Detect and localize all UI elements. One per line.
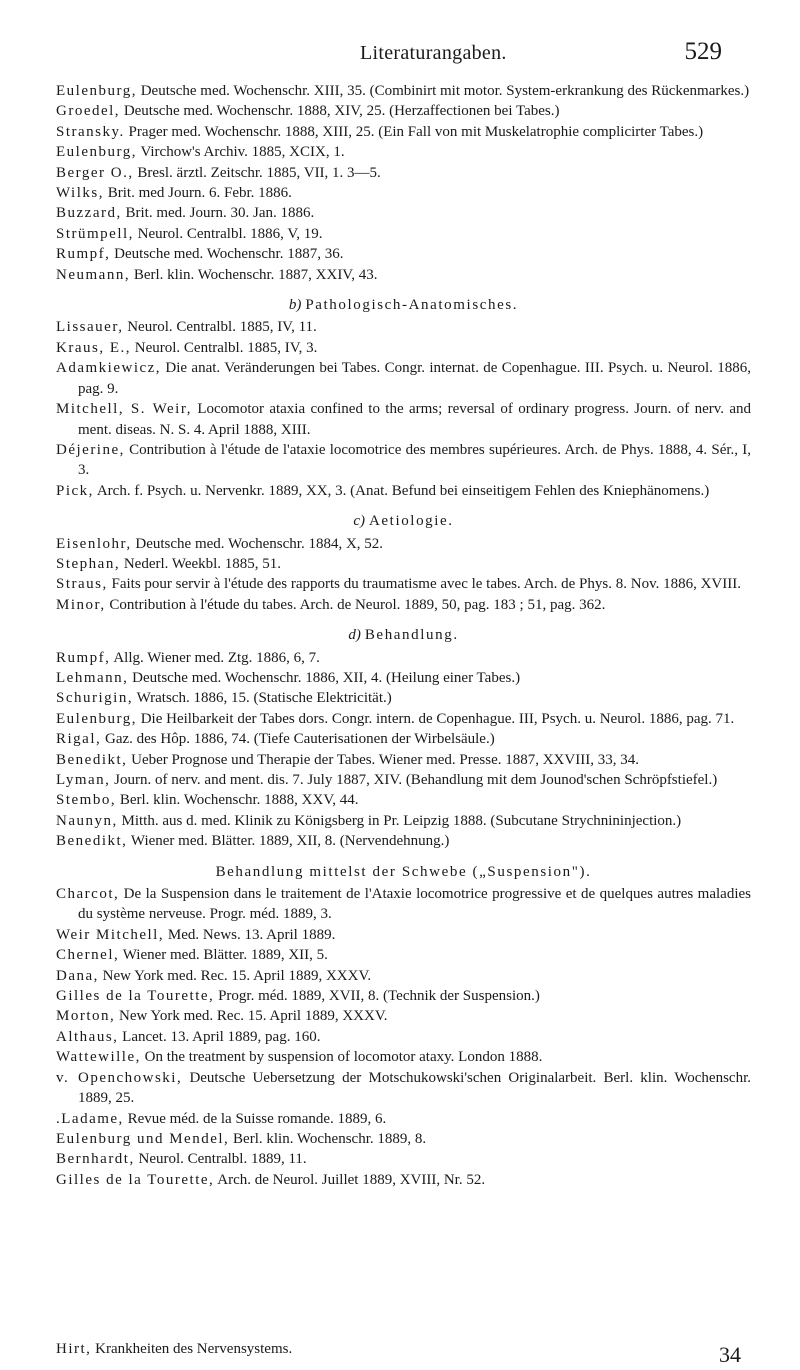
bibliography-entry	[56, 554, 751, 574]
entry-citation: Deutsche med. Wochenschr. 1888, XIV, 25. (Herzaffectionen bei Tabes.)	[120, 103, 560, 120]
bibliography-entry	[56, 966, 751, 986]
entry-author: Eulenburg und Mendel,	[56, 1130, 230, 1147]
section	[56, 511, 751, 615]
entry-author: Chernel,	[56, 947, 120, 964]
entry-author: Adamkiewicz,	[56, 360, 162, 377]
entry-citation: Mitth. aus d. med. Klinik zu Königsberg in Pr. Leipzig 1888. (Subcutane Strychnininjection.)	[117, 812, 682, 829]
entry-author: Dana,	[56, 967, 99, 984]
entry-citation: New York med. Rec. 15. April 1889, XXXV.	[98, 967, 372, 984]
entry-author: Straus,	[56, 576, 108, 593]
bibliography-entry	[56, 1149, 751, 1169]
entry-citation: Arch. de Neurol. Juillet 1889, XVIII, Nr. 52.	[214, 1171, 486, 1188]
bibliography-entry	[56, 338, 751, 358]
bibliography-entry	[56, 534, 751, 554]
bibliography-entry	[56, 358, 751, 399]
section-heading	[56, 862, 751, 882]
entry-citation: Neurol. Centralbl. 1885, IV, 11.	[123, 319, 317, 336]
entry-citation: Wiener med. Blätter. 1889, XII, 5.	[119, 947, 328, 964]
entry-author: Buzzard,	[56, 205, 122, 222]
bibliography-entry	[56, 122, 751, 142]
entry-author: v. Openchowski,	[56, 1069, 183, 1086]
section-marker: d)	[348, 627, 361, 644]
entry-author: Rigal,	[56, 731, 102, 748]
section-heading	[56, 511, 751, 531]
bibliography-entry	[56, 81, 751, 101]
bibliography-entry	[56, 688, 751, 708]
entry-citation: Allg. Wiener med. Ztg. 1886, 6, 7.	[110, 649, 320, 666]
bibliography-entry	[56, 101, 751, 121]
entry-author: Eisenlohr,	[56, 535, 132, 552]
entry-citation: Gaz. des Hôp. 1886, 74. (Tiefe Cauterisationen der Wirbelsäule.)	[101, 731, 495, 748]
bibliography-entry	[56, 224, 751, 244]
entry-citation: Deutsche med. Wochenschr. XIII, 35. (Combinirt mit motor. System-erkrankung des Rückenmarkes.)	[136, 83, 750, 99]
entry-citation: Wratsch. 1886, 15. (Statische Elektricität.)	[133, 690, 392, 707]
bibliography-entry	[56, 1006, 751, 1026]
section-marker: c)	[353, 513, 365, 530]
entry-citation: Neurol. Centralbl. 1885, IV, 3.	[131, 339, 318, 356]
entry-author: Naunyn,	[56, 812, 118, 829]
bibliography-entry	[56, 574, 751, 594]
bibliography-entry	[56, 811, 751, 831]
entry-citation: Neurol. Centralbl. 1889, 11.	[134, 1151, 307, 1168]
entry-citation: Faits pour servir à l'étude des rapports du traumatisme avec le tabes. Arch. de Phys. 8. Nov. 1886, XVIII.	[107, 576, 741, 593]
entry-citation: Brit. med. Journ. 30. Jan. 1886.	[121, 205, 315, 222]
bibliography-entry	[56, 945, 751, 965]
bibliography-entry	[56, 595, 751, 615]
entry-author: Charcot,	[56, 886, 120, 903]
bibliography-entry	[56, 668, 751, 688]
entry-citation: Berl. klin. Wochenschr. 1889, 8.	[229, 1130, 427, 1147]
entry-citation: Revue méd. de la Suisse romande. 1889, 6.	[123, 1110, 387, 1127]
entry-author: Lyman,	[56, 772, 111, 788]
bibliography-entry	[56, 790, 751, 810]
bibliography-entry	[56, 648, 751, 668]
bibliography-entry	[56, 709, 751, 729]
entry-author: Stransky.	[56, 123, 125, 140]
entry-citation: On the treatment by suspension of locomotor ataxy. London 1888.	[140, 1049, 543, 1066]
section-title: Pathologisch-Anatomisches.	[305, 297, 519, 314]
bibliography-entry	[56, 481, 751, 501]
entry-citation: Contribution à l'étude de l'ataxie locomotrice des membres supérieures. Arch. de Phys. 1888, 4. Sér., I, 3.	[78, 441, 751, 479]
entry-author: Rumpf,	[56, 649, 111, 666]
entry-author: Schurigin,	[56, 690, 134, 707]
bibliography-entry	[56, 265, 751, 285]
entry-citation: Journ. of nerv. and ment. dis. 7. July 1887, XIV. (Behandlung mit dem Jounod'schen Schröpfstiefel.)	[110, 772, 718, 788]
entry-author: Gilles de la Tourette,	[56, 1171, 215, 1188]
entry-author: Rumpf,	[56, 246, 111, 263]
entry-author: Wattewille,	[56, 1049, 141, 1066]
entry-author: Strümpell,	[56, 225, 134, 242]
entry-author: Minor,	[56, 596, 106, 613]
section-title: Behandlung.	[364, 627, 459, 644]
entry-author: Bernhardt,	[56, 1151, 135, 1168]
section-heading	[56, 295, 751, 315]
bibliography-entry	[56, 1047, 751, 1067]
bibliography-entry	[56, 1109, 751, 1129]
entry-citation: Contribution à l'étude du tabes. Arch. de Neurol. 1889, 50, pag. 183 ; 51, pag. 362.	[105, 596, 606, 613]
bibliography-entry	[56, 884, 751, 925]
bibliography-entry	[56, 183, 751, 203]
entry-author: Neumann,	[56, 266, 131, 283]
footer-title: Krankheiten des Nervensystems.	[91, 1341, 293, 1357]
bibliography-entry	[56, 770, 751, 790]
entry-citation: Neurol. Centralbl. 1886, V, 19.	[133, 225, 323, 242]
entry-author: Mitchell, S. Weir,	[56, 401, 192, 418]
entry-author: Benedikt,	[56, 833, 128, 850]
section-marker: b)	[288, 297, 302, 314]
entry-author: Gilles de la Tourette,	[56, 988, 215, 1005]
page-number: 529	[684, 38, 722, 65]
page-header	[60, 38, 740, 72]
entry-citation: Deutsche med. Wochenschr. 1886, XII, 4. (Heilung einer Tabes.)	[128, 669, 521, 686]
entry-author: Pick,	[56, 482, 94, 499]
entry-author: Morton,	[56, 1008, 116, 1025]
entry-citation: Nederl. Weekbl. 1885, 51.	[120, 555, 282, 572]
bibliography-entry	[56, 203, 751, 223]
bibliography-entry	[56, 1170, 751, 1190]
entry-citation: Berl. klin. Wochenschr. 1887, XXIV, 43.	[130, 266, 378, 283]
bibliography-entry	[56, 750, 751, 770]
entry-author: Althaus,	[56, 1028, 119, 1045]
entry-citation: Arch. f. Psych. u. Nervenkr. 1889, XX, 3. (Anat. Befund bei einseitigem Fehlen des Kniephänomens.)	[93, 482, 710, 499]
entry-citation: Prager med. Wochenschr. 1888, XIII, 25. (Ein Fall von mit Muskelatrophie complicirter Tabes.)	[124, 123, 704, 140]
bibliography-entry	[56, 440, 751, 481]
intro-entry-list	[56, 81, 751, 285]
entry-citation: Virchow's Archiv. 1885, XCIX, 1.	[136, 144, 345, 161]
bibliography-entry	[56, 831, 751, 851]
entry-citation: New York med. Rec. 15. April 1889, XXXV.	[115, 1008, 388, 1025]
bibliography-entry	[56, 1068, 751, 1109]
running-title: Literaturangaben.	[360, 42, 507, 64]
section	[56, 625, 751, 851]
entry-author: Lissauer,	[56, 319, 124, 336]
entry-author: Benedikt,	[56, 751, 128, 768]
entry-citation: Ueber Prognose und Therapie der Tabes. Wiener med. Presse. 1887, XXVIII, 33, 34.	[127, 751, 639, 768]
bibliography-entry	[56, 163, 751, 183]
entry-citation: Berl. klin. Wochenschr. 1888, XXV, 44.	[116, 792, 359, 809]
entry-citation: Med. News. 13. April 1889.	[164, 926, 336, 943]
entry-citation: De la Suspension dans le traitement de l'Ataxie locomotrice progressive et de quelques autres maladies du système nerveuse. Progr. méd. 1889, 3.	[78, 886, 751, 923]
entry-citation: Die Heilbarkeit der Tabes dors. Congr. intern. de Copenhague. III, Psych. u. Neurol. 1886, pag. 71.	[136, 710, 735, 727]
section	[56, 295, 751, 501]
entry-citation: Bresl. ärztl. Zeitschr. 1885, VII, 1. 3—5.	[133, 164, 381, 181]
section-heading	[56, 625, 751, 645]
entry-author: Eulenburg,	[56, 144, 137, 161]
section-title: Aetiologie.	[368, 513, 454, 530]
entry-citation: Brit. med Journ. 6. Febr. 1886.	[103, 185, 292, 202]
entry-author: Lehmann,	[56, 669, 129, 686]
bibliography-entry	[56, 1129, 751, 1149]
signature-mark: 34	[719, 1342, 741, 1367]
section-list	[56, 295, 751, 1190]
entry-author: Weir Mitchell,	[56, 926, 165, 943]
bibliography-entry	[56, 244, 751, 264]
section	[56, 862, 751, 1191]
entry-author: Stembo,	[56, 792, 117, 809]
entry-author: Déjerine,	[56, 441, 125, 458]
bibliography-entry	[56, 1027, 751, 1047]
entry-author: Eulenburg,	[56, 710, 137, 727]
entry-author: Eulenburg,	[56, 83, 137, 99]
bibliography	[56, 81, 751, 1190]
bibliography-entry	[56, 317, 751, 337]
bibliography-entry	[56, 925, 751, 945]
entry-author: Groedel,	[56, 103, 121, 120]
entry-citation: Lancet. 13. April 1889, pag. 160.	[118, 1028, 321, 1045]
entry-author: .Ladame,	[56, 1110, 124, 1127]
entry-citation: Die anat. Veränderungen bei Tabes. Congr. internat. de Copenhague. III. Psych. u. Neurol. 1886, pag. 9.	[78, 360, 751, 397]
entry-citation: Deutsche Uebersetzung der Motschukowski'schen Originalarbeit. Berl. klin. Wochenschr. 1889, 25.	[78, 1069, 752, 1107]
entry-author: Berger O.,	[56, 164, 134, 181]
entry-citation: Wiener med. Blätter. 1889, XII, 8. (Nervendehnung.)	[127, 833, 450, 850]
entry-citation: Deutsche med. Wochenschr. 1887, 36.	[110, 246, 344, 263]
footer-author: Hirt,	[56, 1341, 92, 1357]
entry-citation: Locomotor ataxia confined to the arms; reversal of ordinary progress. Journ. of nerv. and ment. diseas. N. S. 4. April 1888, XIII.	[78, 401, 751, 438]
page-footer	[56, 1340, 741, 1366]
entry-citation: Deutsche med. Wochenschr. 1884, X, 52.	[131, 535, 384, 552]
bibliography-entry	[56, 399, 751, 440]
entry-citation: Progr. méd. 1889, XVII, 8. (Technik der Suspension.)	[214, 988, 540, 1005]
section-title: Behandlung mittelst der Schwebe („Suspension").	[215, 863, 592, 880]
entry-author: Stephan,	[56, 555, 121, 572]
bibliography-entry	[56, 729, 751, 749]
bibliography-entry	[56, 986, 751, 1006]
entry-author: Wilks,	[56, 185, 104, 202]
bibliography-entry	[56, 142, 751, 162]
entry-author: Kraus, E.,	[56, 339, 131, 356]
